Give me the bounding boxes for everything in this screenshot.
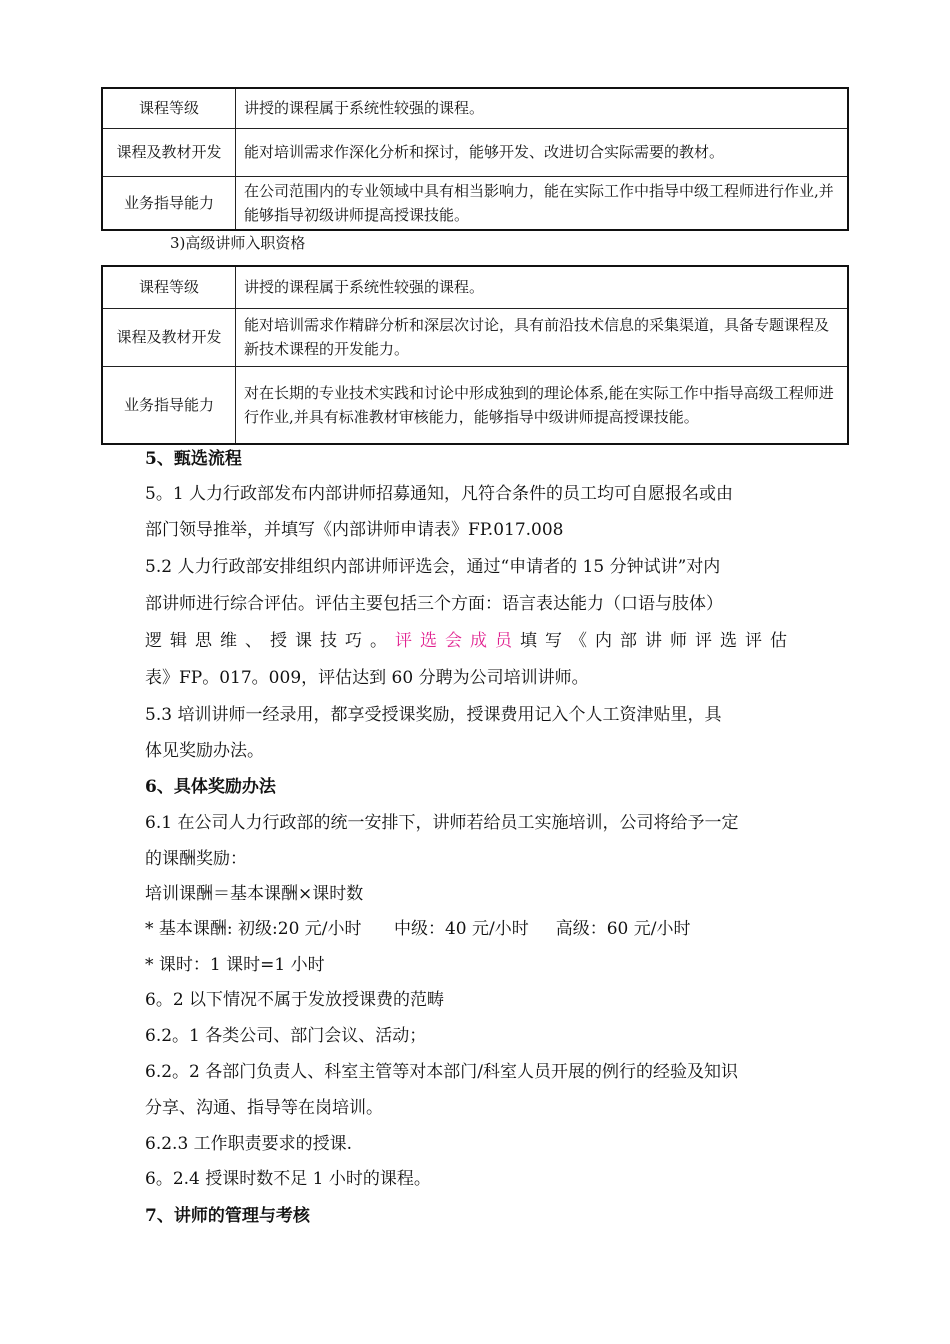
- paragraph-line: 6.2。1 各类公司、部门会议、活动；: [145, 1026, 427, 1046]
- rates-line: * 基本课酬: 初级:20 元/小时 中级：40 元/小时 高级：60 元/小时: [145, 919, 691, 939]
- formula-line: 培训课酬＝基本课酬×课时数: [145, 884, 364, 904]
- text-run: 填写《内部讲师评选评估: [520, 631, 795, 651]
- paragraph-line: 5.3 培训讲师一经录用，都享受授课奖励，授课费用记入个人工资津贴里，具: [145, 705, 722, 725]
- guidance-label: 业务指导能力: [102, 176, 236, 230]
- paragraph-line: 6。2.4 授课时数不足 1 小时的课程。: [145, 1169, 431, 1189]
- paragraph-line: [145, 629, 805, 653]
- section7-title: 7、讲师的管理与考核: [145, 1206, 310, 1226]
- paragraph-line: 5。1 人力行政部发布内部讲师招募通知，凡符合条件的员工均可自愿报名或由: [145, 484, 734, 504]
- paragraph-line: 分享、沟通、指导等在岗培训。: [145, 1098, 383, 1118]
- material-dev-value: 能对培训需求作精辟分析和深层次讨论，具有前沿技术信息的采集渠道，具备专题课程及新技术课程的开发能力。: [236, 308, 849, 366]
- paragraph-line: 5.2 人力行政部安排组织内部讲师评选会，通过“申请者的 15 分钟试讲”对内: [145, 557, 721, 577]
- material-dev-label: 课程及教材开发: [102, 128, 236, 176]
- paragraph-line: 6。2 以下情况不属于发放授课费的范畴: [145, 990, 445, 1010]
- level-value: 讲授的课程属于系统性较强的课程。: [236, 266, 849, 308]
- section5-title: 5、甄选流程: [145, 449, 242, 469]
- paragraph-line: 表》FP。017。009，评估达到 60 分聘为公司培训讲师。: [145, 668, 589, 688]
- guidance-value: 对在长期的专业技术实践和讨论中形成独到的理论体系,能在实际工作中指导高级工程师进行作业,并具有标准教材审核能力，能够指导中级讲师提高授课技能。: [236, 366, 849, 444]
- level-value: 讲授的课程属于系统性较强的课程。: [236, 88, 849, 128]
- paragraph-line: 的课酬奖励：: [145, 849, 247, 869]
- highlighted-text: 评选会成员: [395, 631, 520, 651]
- material-dev-value: 能对培训需求作深化分析和探讨，能够开发、改进切合实际需要的教材。: [236, 128, 849, 176]
- paragraph-line: 体见奖励办法。: [145, 741, 264, 761]
- paragraph-line: 6.2.3 工作职责要求的授课.: [145, 1134, 353, 1154]
- level-label: 课程等级: [102, 266, 236, 308]
- paragraph-line: 6.2。2 各部门负责人、科室主管等对本部门/科室人员开展的例行的经验及知识: [145, 1062, 738, 1082]
- paragraph-line: 部讲师进行综合评估。评估主要包括三个方面：语言表达能力（口语与肢体）: [145, 594, 723, 614]
- paragraph-line: 部门领导推举，并填写《内部讲师申请表》FP.017.008: [145, 520, 564, 540]
- text-run: 逻辑思维、授课技巧。: [145, 631, 395, 651]
- senior-lecturer-table: [101, 265, 849, 445]
- material-dev-label: 课程及教材开发: [102, 308, 236, 366]
- guidance-label: 业务指导能力: [102, 366, 236, 444]
- guidance-value: 在公司范围内的专业领域中具有相当影响力，能在实际工作中指导中级工程师进行作业,并能够指导初级讲师提高授课技能。: [236, 176, 849, 230]
- senior-heading: 3)高级讲师入职资格: [170, 234, 306, 252]
- section6-title: 6、具体奖励办法: [145, 777, 276, 797]
- paragraph-line: 6.1 在公司人力行政部的统一安排下，讲师若给员工实施培训，公司将给予一定: [145, 813, 739, 833]
- level-label: 课程等级: [102, 88, 236, 128]
- hour-line: * 课时：1 课时=1 小时: [145, 955, 325, 975]
- intermediate-lecturer-table: [101, 87, 849, 231]
